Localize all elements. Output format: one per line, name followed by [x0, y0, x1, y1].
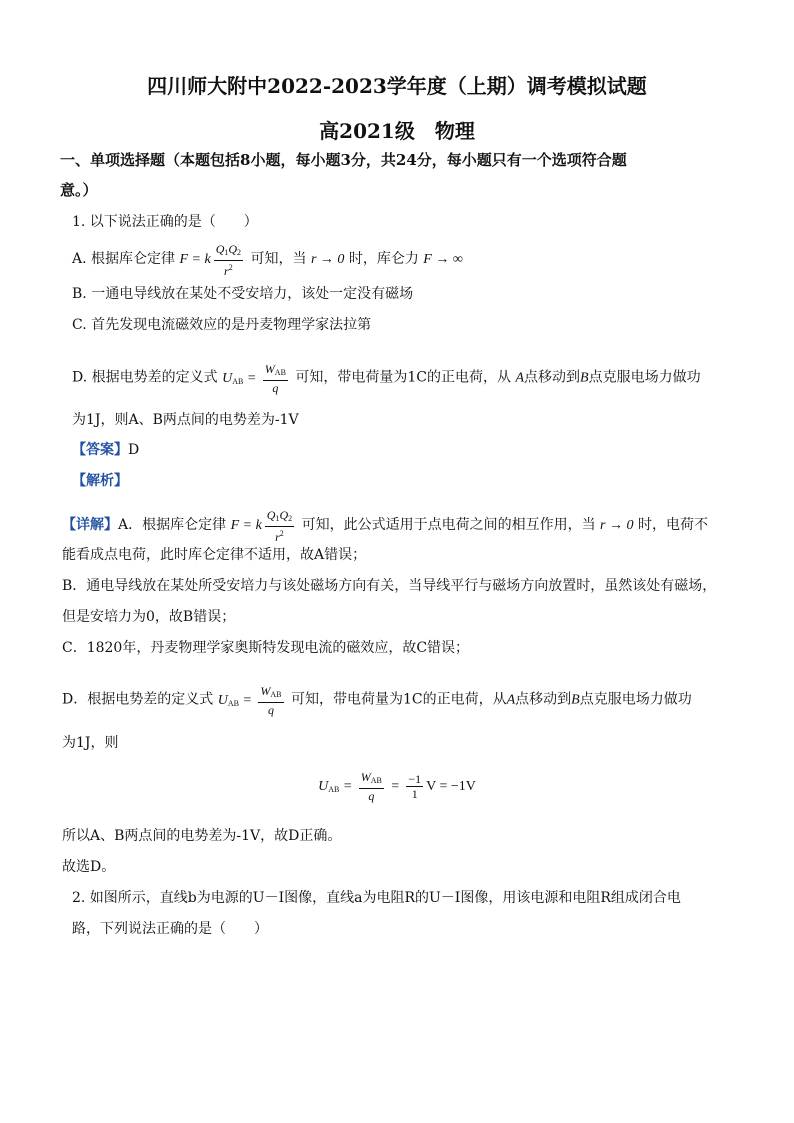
question-1-option-a — [72, 242, 463, 278]
choose-line: 故选D。 — [62, 859, 116, 875]
answer-tag: 【答案】 — [72, 442, 128, 458]
coulomb-formula: F = k $\frac{Q_1Q_2}{r^2}$ — [179, 242, 242, 278]
section-heading-line2: 意。） — [60, 181, 98, 199]
section-heading-line1: 一、单项选择题（本题包括8小题，每小题3分，共24分，每小题只有一个选项符合题 — [60, 151, 627, 169]
option-a-tail: 时，库仑力 — [348, 251, 419, 268]
question-1-option-c: C. 首先发现电流磁效应的是丹麦物理学家法拉第 — [72, 317, 372, 333]
r-to-zero: r → 0 — [310, 252, 345, 268]
detail-a-line2: 能看成点电荷，此时库仑定律不适用，故A错误； — [62, 547, 367, 563]
question-1-stem: 1. 以下说法正确的是（ ） — [72, 214, 258, 230]
detail-c: C．1820年，丹麦物理学家奥斯特发现电流的磁效应，故C错误； — [62, 640, 470, 656]
answer-line — [72, 440, 139, 460]
force-to-infinity: F → ∞ — [423, 252, 463, 268]
detail-tag: 【详解】 — [62, 517, 118, 534]
option-d-mid: 点移动到 — [524, 369, 581, 386]
detail-d-line1: D．根据电势差的定义式 $U_{AB}$ = $\frac{W_{AB}}{q}$ 可知，带电荷量为1C的正电荷，从A点移动到B点克服电场力做功 — [62, 684, 692, 717]
potential-equation: $U_{AB}$ = $\frac{W_{AB}}{q}$ = $\frac{-1}{1}$ V = −1V — [318, 770, 476, 803]
option-a-prefix: A. 根据库仑定律 — [72, 251, 176, 268]
question-2-line2: 路，下列说法正确的是（ ） — [72, 921, 268, 937]
potential-formula: $U_{AB}$ = $\frac{W_{AB}}{q}$ — [222, 362, 286, 395]
detail-b-line1: B．通电导线放在某处所受安培力与该处磁场方向有关，当导线平行与磁场方向放置时，虽然该处有磁场， — [62, 578, 717, 594]
option-d-end: 点克服电场力做功 — [588, 369, 701, 386]
detail-b-line2: 但是安培力为0，故B错误； — [62, 609, 236, 625]
question-1-option-b: B. 一通电导线放在某处不受安培力，该处一定没有磁场 — [72, 286, 414, 302]
question-2-line1: 2. 如图所示，直线b为电源的U－I图像，直线a为电阻R的U－I图像，用该电源和电阻R组成闭合电 — [72, 890, 681, 906]
question-1-option-d: D. 根据电势差的定义式 $U_{AB}$ = $\frac{W_{AB}}{q}$ 可知，带电荷量为1C的正电荷，从 A点移动到B点克服电场力做功 — [72, 362, 701, 395]
exam-title: 四川师大附中2022-2023学年度（上期）调考模拟试题 — [147, 74, 647, 98]
option-d-suffix: 可知，带电荷量为1C的正电荷，从 — [295, 369, 511, 386]
conclusion: 所以A、B两点间的电势差为-1V，故D正确。 — [62, 828, 342, 844]
answer-value: D — [128, 442, 140, 458]
option-a-suffix: 可知，当 — [250, 251, 307, 268]
question-1-option-d-line2: 为1J，则A、B两点间的电势差为-1V — [72, 412, 299, 428]
detail-d-line2: 为1J，则 — [62, 735, 119, 751]
exam-subtitle: 高2021级 物理 — [319, 119, 475, 143]
analysis-tag: 【解析】 — [72, 473, 128, 489]
potential-formula-detail: $U_{AB}$ = $\frac{W_{AB}}{q}$ — [217, 684, 282, 717]
option-d-prefix: D. 根据电势差的定义式 — [72, 369, 218, 386]
detail-a-line1: 【详解】A．根据库仑定律 F = k $\frac{Q_1Q_2}{r^2}$ 可知，此公式适用于点电荷之间的相互作用，当 r → 0 时，电荷不 — [62, 508, 708, 544]
coulomb-formula-detail: F = k $\frac{Q_1Q_2}{r^2}$ — [230, 508, 293, 544]
